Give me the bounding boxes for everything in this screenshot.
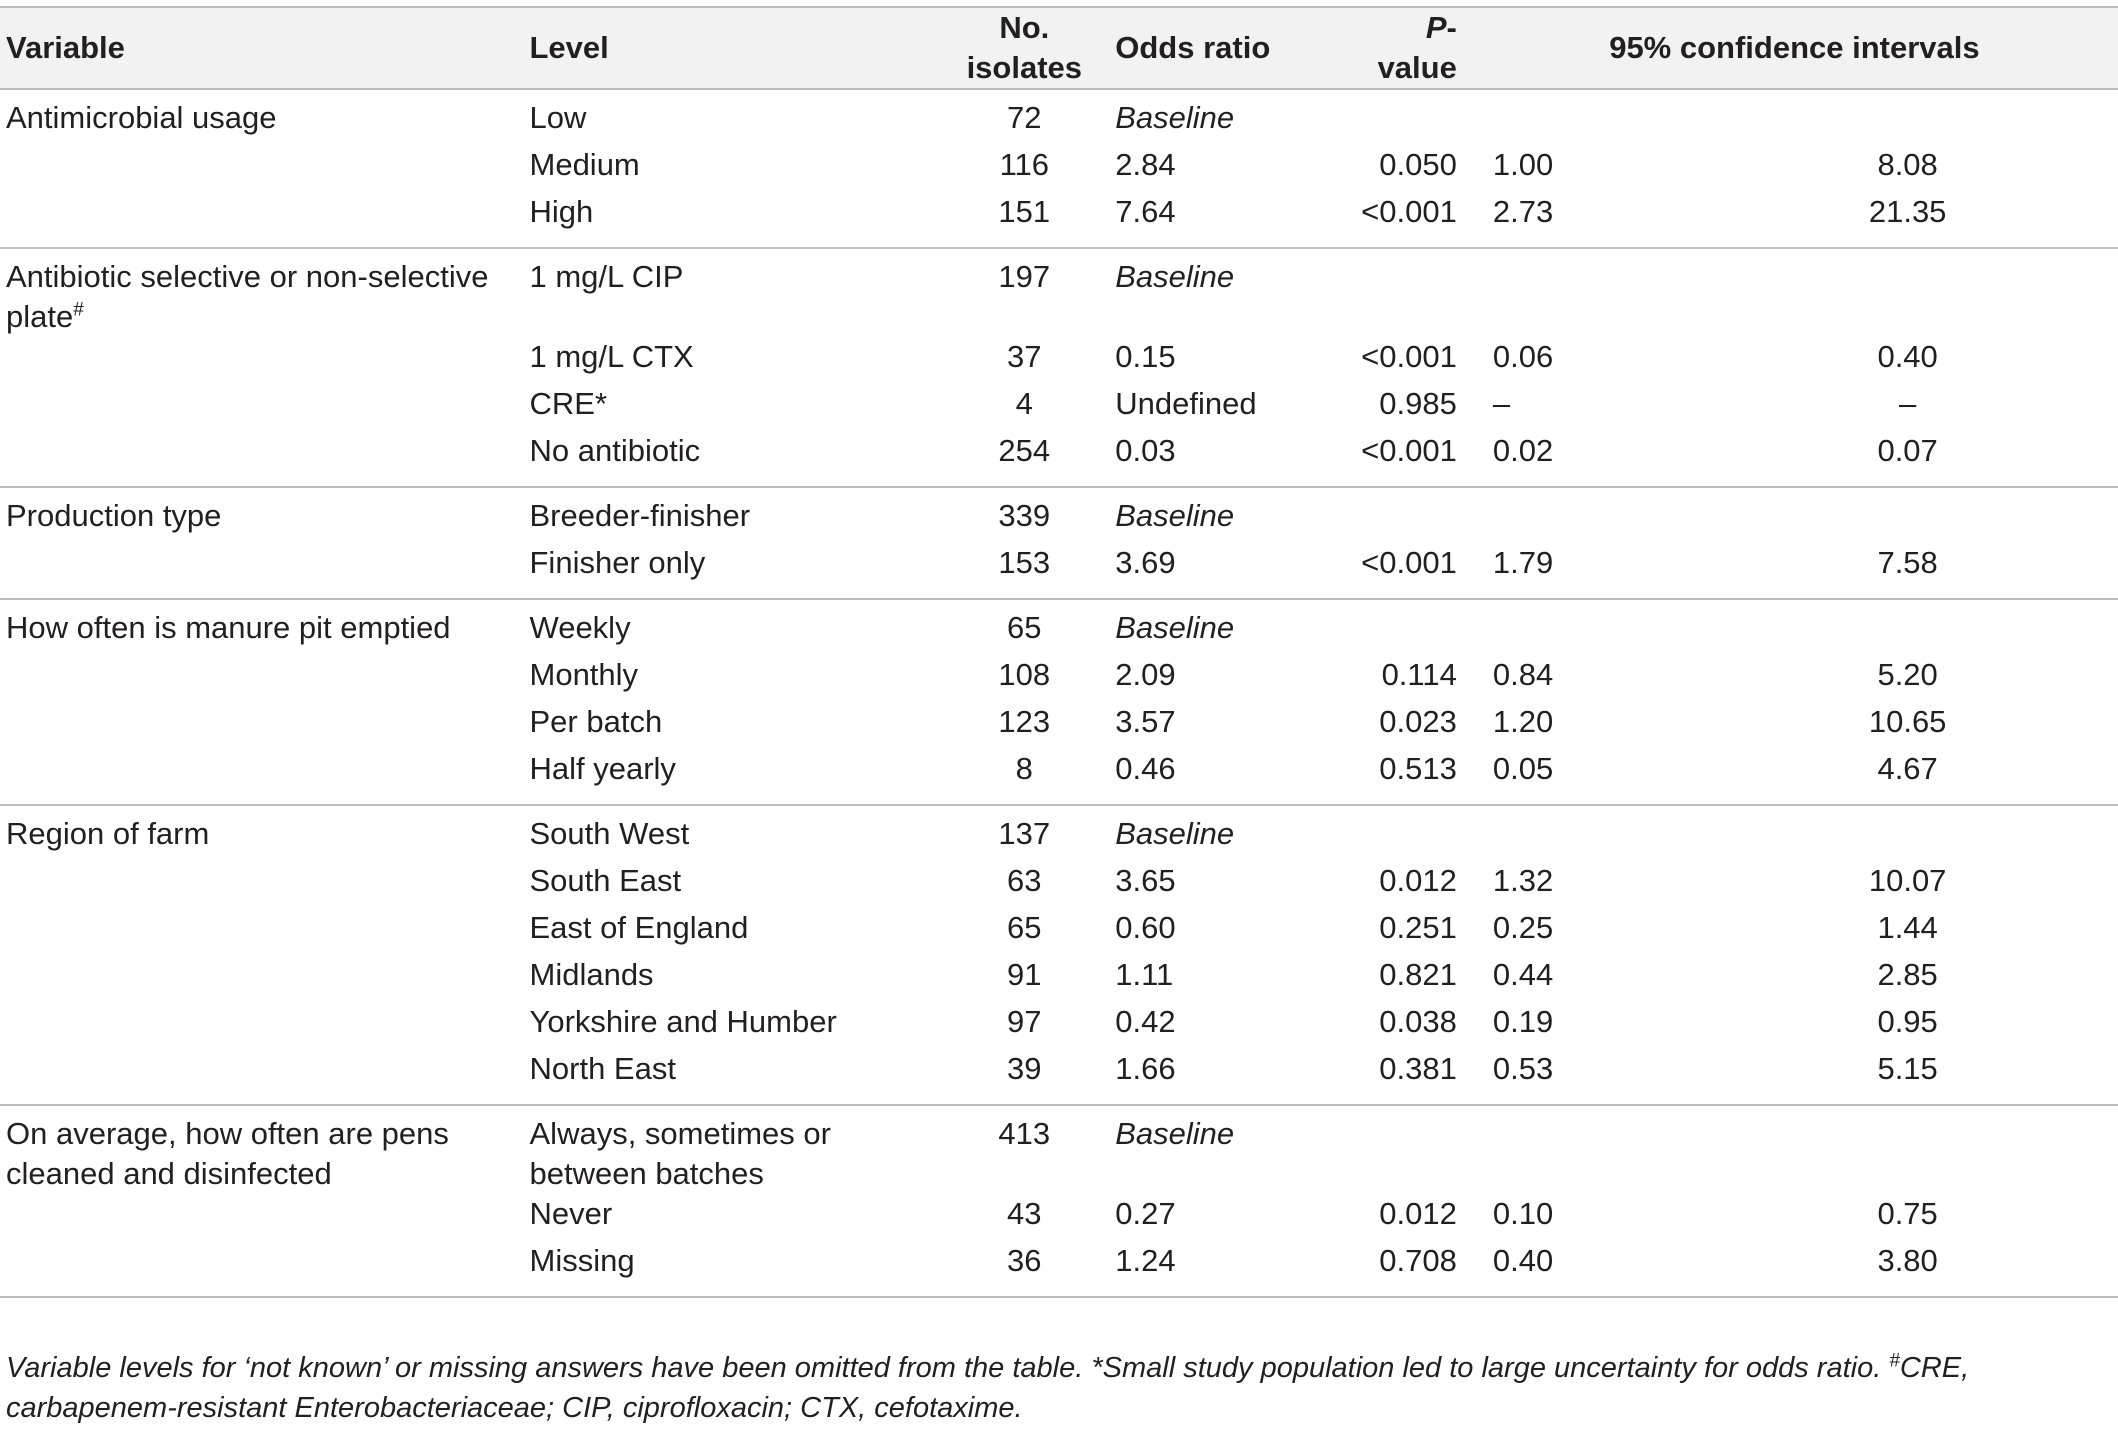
cell-variable [0, 749, 530, 805]
variable-label: Antibiotic selective or non-selective plate [6, 259, 489, 334]
cell-ci-upper: 0.40 [1877, 339, 1938, 374]
cell-level: Missing [529, 1243, 635, 1278]
cell-level: Never [529, 1196, 613, 1231]
cell-p-value [1361, 1105, 1471, 1194]
cell-odds-ratio: Baseline [1115, 100, 1235, 135]
cell-isolates: 108 [998, 657, 1051, 692]
cell-odds-ratio: Baseline [1115, 610, 1235, 645]
cell-ci-upper: 0.75 [1877, 1196, 1938, 1231]
cell-level: Half yearly [529, 751, 676, 786]
cell-ci-upper: 0.95 [1877, 1004, 1938, 1039]
cell-p-value: 0.012 [1379, 863, 1457, 898]
cell-level: No antibiotic [529, 433, 701, 468]
cell-ci-upper: 0.07 [1877, 433, 1938, 468]
table-row [0, 89, 2118, 145]
cell-isolates: 63 [1007, 863, 1042, 898]
header-variable: Variable [6, 30, 125, 65]
cell-variable [0, 861, 530, 908]
cell-odds-ratio: Baseline [1115, 259, 1235, 294]
cell-level: 1 mg/L CIP [529, 259, 684, 294]
table-row [0, 543, 2118, 599]
variable-group [0, 1105, 2118, 1297]
table-row [0, 145, 2118, 192]
cell-isolates: 65 [1007, 610, 1042, 645]
cell-level: 1 mg/L CTX [529, 339, 694, 374]
table-row [0, 599, 2118, 655]
table-row [0, 1194, 2118, 1241]
cell-p-value [1361, 487, 1471, 543]
cell-isolates: 43 [1007, 1196, 1042, 1231]
cell-ci-lower: 0.05 [1492, 751, 1554, 786]
cell-ci-lower: 0.02 [1492, 433, 1554, 468]
cell-ci-upper: 1.44 [1877, 910, 1938, 945]
cell-p-value: 0.023 [1379, 704, 1457, 739]
cell-odds-ratio: Baseline [1115, 816, 1235, 851]
cell-isolates: 197 [998, 259, 1051, 294]
cell-ci-upper: – [1899, 386, 1917, 421]
cell-ci-upper: 8.08 [1877, 147, 1938, 182]
cell-ci-upper: 5.20 [1877, 657, 1938, 692]
cell-level: North East [529, 1051, 676, 1086]
cell-variable [0, 145, 530, 192]
cell-isolates: 339 [998, 498, 1051, 533]
cell-odds-ratio: Undefined [1115, 386, 1257, 421]
cell-variable [0, 384, 530, 431]
cell-p-value: 0.985 [1379, 386, 1457, 421]
cell-odds-ratio: 3.57 [1115, 704, 1176, 739]
cell-ci-upper: 2.85 [1877, 957, 1938, 992]
cell-p-value [1361, 599, 1471, 655]
cell-ci-upper [1697, 248, 2118, 337]
footnote-text-2: CRE, carbapenem-resistant Enterobacteriaceae; CIP, ciprofloxacin; CTX, cefotaxime. [6, 1352, 1970, 1424]
cell-level: Medium [529, 147, 640, 182]
cell-p-value: 0.381 [1379, 1051, 1457, 1086]
table-header [0, 7, 2118, 89]
cell-ci-lower: 2.73 [1492, 194, 1554, 229]
cell-odds-ratio: 1.66 [1115, 1051, 1176, 1086]
variable-label: On average, how often are pens cleaned and disinfected [6, 1116, 449, 1191]
cell-ci-lower [1471, 487, 1697, 543]
table-row [0, 655, 2118, 702]
cell-p-value: 0.038 [1379, 1004, 1457, 1039]
cell-ci-upper [1697, 487, 2118, 543]
cell-ci-upper [1697, 1105, 2118, 1194]
cell-variable [0, 337, 530, 384]
cell-variable [0, 192, 530, 248]
cell-level: Monthly [529, 657, 639, 692]
cell-ci-upper: 21.35 [1868, 194, 1947, 229]
cell-odds-ratio: 7.64 [1115, 194, 1176, 229]
cell-ci-upper: 4.67 [1877, 751, 1938, 786]
cell-isolates: 72 [1007, 100, 1042, 135]
cell-ci-lower [1471, 805, 1697, 861]
header-isolates: No. isolates [966, 10, 1083, 85]
cell-level: Breeder-finisher [529, 498, 751, 533]
header-row [0, 7, 2118, 89]
header-p-value [1361, 7, 1471, 89]
header-confidence-intervals: 95% confidence intervals [1609, 30, 1980, 65]
cell-p-value: 0.513 [1379, 751, 1457, 786]
table-row [0, 1049, 2118, 1105]
cell-p-value: <0.001 [1361, 545, 1457, 580]
variable-group [0, 89, 2118, 248]
header-p-suffix: -value [1377, 10, 1457, 85]
variable-group [0, 805, 2118, 1105]
cell-odds-ratio: 0.27 [1115, 1196, 1176, 1231]
cell-odds-ratio: 0.15 [1115, 339, 1176, 374]
cell-level: South East [529, 863, 682, 898]
cell-odds-ratio: Baseline [1115, 1116, 1235, 1151]
cell-odds-ratio: 0.46 [1115, 751, 1176, 786]
cell-variable [0, 599, 530, 655]
variable-label: Antimicrobial usage [6, 100, 277, 135]
cell-isolates: 153 [998, 545, 1051, 580]
cell-isolates: 39 [1007, 1051, 1042, 1086]
cell-isolates: 8 [1015, 751, 1033, 786]
cell-ci-upper: 10.65 [1868, 704, 1947, 739]
cell-odds-ratio: 0.60 [1115, 910, 1176, 945]
cell-ci-upper: 3.80 [1877, 1243, 1938, 1278]
cell-variable [0, 702, 530, 749]
cell-level: Yorkshire and Humber [529, 1004, 837, 1039]
cell-isolates: 137 [998, 816, 1051, 851]
cell-ci-lower: 0.40 [1492, 1243, 1554, 1278]
cell-level: East of England [529, 910, 749, 945]
cell-ci-lower: 1.32 [1492, 863, 1554, 898]
cell-ci-lower [1471, 89, 1697, 145]
cell-isolates: 4 [1015, 386, 1033, 421]
header-odds-ratio: Odds ratio [1115, 30, 1271, 65]
cell-ci-upper: 7.58 [1877, 545, 1938, 580]
cell-variable [0, 908, 530, 955]
cell-isolates: 91 [1007, 957, 1042, 992]
variable-group [0, 248, 2118, 487]
cell-ci-lower: 0.25 [1492, 910, 1554, 945]
cell-level: South West [529, 816, 690, 851]
cell-ci-upper: 10.07 [1868, 863, 1947, 898]
table-row [0, 337, 2118, 384]
table-row [0, 908, 2118, 955]
cell-variable [0, 487, 530, 543]
cell-level: CRE* [529, 386, 608, 421]
table-row [0, 431, 2118, 487]
cell-p-value: 0.708 [1379, 1243, 1457, 1278]
cell-isolates: 413 [998, 1116, 1051, 1151]
table-row [0, 384, 2118, 431]
cell-ci-lower: 0.06 [1492, 339, 1554, 374]
cell-p-value: 0.251 [1379, 910, 1457, 945]
table-row [0, 702, 2118, 749]
cell-p-value: 0.114 [1381, 657, 1457, 692]
cell-level: Weekly [529, 610, 631, 645]
cell-ci-lower: 1.79 [1492, 545, 1554, 580]
cell-p-value: <0.001 [1361, 433, 1457, 468]
cell-ci-lower: 1.00 [1492, 147, 1554, 182]
table-row [0, 248, 2118, 337]
cell-variable [0, 1049, 530, 1105]
cell-ci-lower [1471, 248, 1697, 337]
cell-odds-ratio: 2.84 [1115, 147, 1176, 182]
cell-ci-lower: 0.19 [1492, 1004, 1554, 1039]
cell-p-value: 0.050 [1379, 147, 1457, 182]
cell-ci-lower: 0.44 [1492, 957, 1554, 992]
cell-variable [0, 543, 530, 599]
cell-p-value [1361, 805, 1471, 861]
cell-variable [0, 955, 530, 1002]
cell-odds-ratio: 1.11 [1115, 957, 1174, 992]
cell-level: Low [529, 100, 587, 135]
cell-ci-lower: 0.84 [1492, 657, 1554, 692]
variable-footnote-mark: # [73, 299, 84, 321]
cell-level: Always, sometimes or between batches [529, 1116, 831, 1191]
cell-variable [0, 805, 530, 861]
table-row [0, 1241, 2118, 1297]
cell-ci-lower: 0.53 [1492, 1051, 1554, 1086]
cell-isolates: 123 [998, 704, 1051, 739]
table-row [0, 1002, 2118, 1049]
variable-label: Production type [6, 498, 222, 533]
cell-p-value: <0.001 [1361, 339, 1457, 374]
table-row [0, 487, 2118, 543]
odds-ratio-table [0, 6, 2118, 1298]
cell-isolates: 97 [1007, 1004, 1042, 1039]
cell-isolates: 254 [998, 433, 1051, 468]
table-row [0, 805, 2118, 861]
cell-level: Finisher only [529, 545, 706, 580]
cell-isolates: 36 [1007, 1243, 1042, 1278]
cell-variable [0, 1002, 530, 1049]
cell-ci-lower [1471, 599, 1697, 655]
table-row [0, 749, 2118, 805]
cell-isolates: 65 [1007, 910, 1042, 945]
footnote-hash-mark: # [1889, 1350, 1900, 1372]
cell-ci-lower: 0.10 [1492, 1196, 1554, 1231]
cell-variable [0, 431, 530, 487]
cell-p-value: <0.001 [1361, 194, 1457, 229]
cell-odds-ratio: 0.03 [1115, 433, 1176, 468]
cell-isolates: 116 [999, 147, 1049, 182]
cell-ci-upper: 5.15 [1877, 1051, 1938, 1086]
cell-ci-upper [1697, 599, 2118, 655]
cell-odds-ratio: 3.69 [1115, 545, 1176, 580]
cell-ci-upper [1697, 805, 2118, 861]
cell-isolates: 37 [1007, 339, 1042, 374]
cell-isolates: 151 [998, 194, 1051, 229]
cell-p-value: 0.821 [1379, 957, 1457, 992]
table-row [0, 192, 2118, 248]
variable-group [0, 487, 2118, 599]
cell-variable [0, 1105, 530, 1194]
variable-label: How often is manure pit emptied [6, 610, 451, 645]
cell-variable [0, 89, 530, 145]
cell-variable [0, 248, 530, 337]
cell-odds-ratio: 3.65 [1115, 863, 1176, 898]
cell-p-value: 0.012 [1379, 1196, 1457, 1231]
variable-group [0, 599, 2118, 805]
cell-odds-ratio: 1.24 [1115, 1243, 1176, 1278]
table-row [0, 1105, 2118, 1194]
cell-variable [0, 1241, 530, 1297]
cell-ci-lower: – [1492, 386, 1511, 421]
cell-level: Midlands [529, 957, 654, 992]
cell-odds-ratio: Baseline [1115, 498, 1235, 533]
cell-variable [0, 655, 530, 702]
cell-variable [0, 1194, 530, 1241]
footnote-text-1: Variable levels for ‘not known’ or missing answers have been omitted from the table. *Small study population led to large uncertainty for odds ratio. [6, 1352, 1890, 1384]
cell-odds-ratio: 0.42 [1115, 1004, 1176, 1039]
table-row [0, 861, 2118, 908]
cell-ci-lower [1471, 1105, 1697, 1194]
cell-ci-upper [1697, 89, 2118, 145]
cell-level: Per batch [529, 704, 663, 739]
header-level: Level [529, 30, 609, 65]
cell-p-value [1361, 89, 1471, 145]
cell-ci-lower: 1.20 [1492, 704, 1554, 739]
variable-label: Region of farm [6, 816, 210, 851]
header-p-letter: P [1425, 10, 1447, 45]
cell-odds-ratio: 2.09 [1115, 657, 1176, 692]
table-footnote [6, 1348, 2112, 1428]
cell-p-value [1361, 248, 1471, 337]
cell-level: High [529, 194, 594, 229]
table-row [0, 955, 2118, 1002]
